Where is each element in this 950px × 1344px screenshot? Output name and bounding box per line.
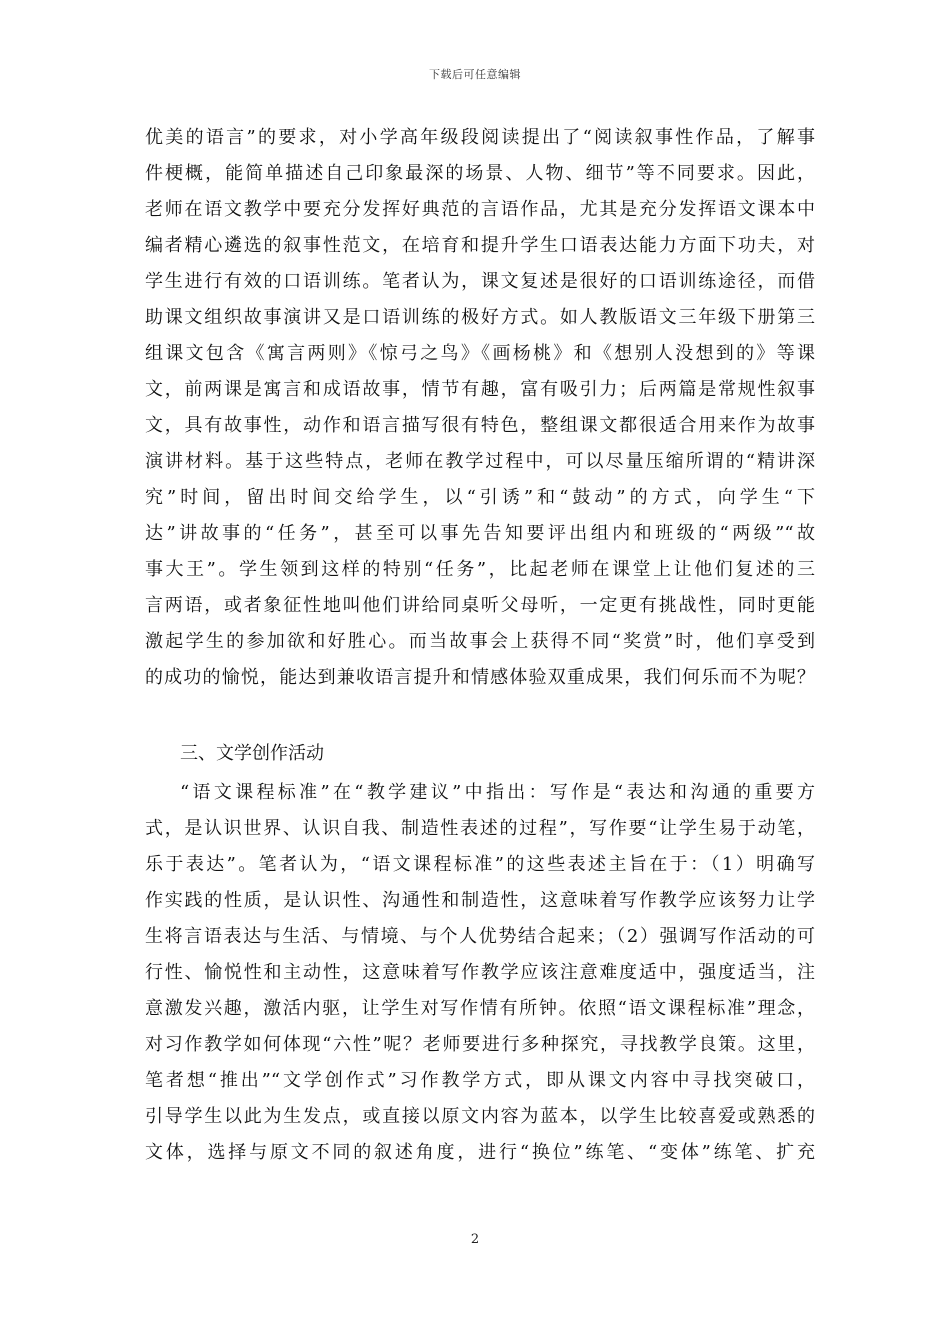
text-line: 老师在语文教学中要充分发挥好典范的言语作品，尤其是充分发挥语文课本中 — [145, 199, 815, 220]
text-line: 文，前两课是寓言和成语故事，情节有趣，富有吸引力；后两篇是常规性叙事 — [145, 379, 815, 400]
text-line: 引导学生以此为生发点，或直接以原文内容为蓝本，以学生比较喜爱或熟悉的 — [145, 1106, 815, 1127]
text-line: 激起学生的参加欲和好胜心。而当故事会上获得不同“奖赏”时，他们享受到 — [145, 631, 815, 652]
page-header: 下载后可任意编辑 — [429, 68, 521, 81]
section-heading: 三、文学创作活动 — [180, 743, 324, 764]
page-number: 2 — [470, 1232, 480, 1247]
text-line: 对习作教学如何体现“六性”呢？老师要进行多种探究，寻找教学良策。这里， — [145, 1034, 815, 1055]
text-line: 作实践的性质，是认识性、沟通性和制造性，这意味着写作教学应该努力让学 — [145, 890, 815, 911]
text-line: 行性、愉悦性和主动性，这意味着写作教学应该注意难度适中，强度适当，注 — [145, 962, 815, 983]
text-line: 事大王”。学生领到这样的特别“任务”，比起老师在课堂上让他们复述的三 — [145, 559, 815, 580]
text-line: 究”时间，留出时间交给学生，以“引诱”和“鼓动”的方式，向学生“下 — [145, 487, 815, 508]
text-line: 式，是认识世界、认识自我、制造性表述的过程”，写作要“让学生易于动笔， — [145, 818, 815, 839]
text-line: 文，具有故事性，动作和语言描写很有特色，整组课文都很适合用来作为故事 — [145, 415, 815, 436]
text-line: 言两语，或者象征性地叫他们讲给同桌听父母听，一定更有挑战性，同时更能 — [145, 595, 815, 616]
text-line: 意激发兴趣，激活内驱，让学生对写作情有所钟。依照“语文课程标准”理念， — [145, 998, 815, 1019]
text-line: 达”讲故事的“任务”，甚至可以事先告知要评出组内和班级的“两级”“故 — [145, 523, 815, 544]
text-line: 编者精心遴选的叙事性范文，在培育和提升学生口语表达能力方面下功夫，对 — [145, 235, 815, 256]
text-line: 乐于表达”。笔者认为，“语文课程标准”的这些表述主旨在于：（1）明确写 — [145, 854, 815, 875]
text-line: 生将言语表达与生活、与情境、与个人优势结合起来；（2）强调写作活动的可 — [145, 926, 815, 947]
text-line: “语文课程标准”在“教学建议”中指出：写作是“表达和沟通的重要方 — [180, 782, 815, 803]
text-line: 的成功的愉悦，能达到兼收语言提升和情感体验双重成果，我们何乐而不为呢？ — [145, 667, 815, 688]
text-line: 件梗概，能简单描述自己印象最深的场景、人物、细节”等不同要求。因此， — [145, 163, 815, 184]
text-line: 助课文组织故事演讲又是口语训练的极好方式。如人教版语文三年级下册第三 — [145, 307, 815, 328]
text-line: 文体，选择与原文不同的叙述角度，进行“换位”练笔、“变体”练笔、扩充 — [145, 1142, 815, 1163]
text-line: 演讲材料。基于这些特点，老师在教学过程中，可以尽量压缩所谓的“精讲深 — [145, 451, 815, 472]
text-line: 组课文包含《寓言两则》《惊弓之鸟》《画杨桃》和《想别人没想到的》等课 — [145, 343, 815, 364]
text-line: 优美的语言”的要求，对小学高年级段阅读提出了“阅读叙事性作品，了解事 — [145, 127, 815, 148]
text-line: 笔者想“推出”“文学创作式”习作教学方式，即从课文内容中寻找突破口， — [145, 1070, 815, 1091]
text-line: 学生进行有效的口语训练。笔者认为，课文复述是很好的口语训练途径，而借 — [145, 271, 815, 292]
